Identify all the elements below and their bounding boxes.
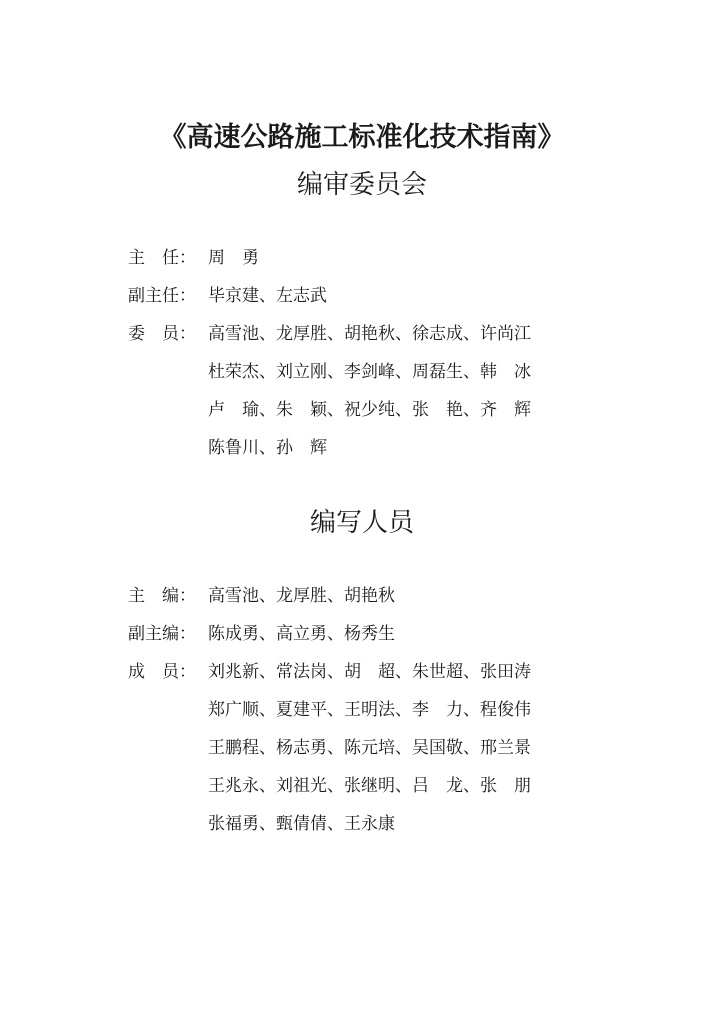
writer-members-row [128,697,588,735]
writer-members-label: 成 员： [128,662,196,682]
director-row [128,245,588,283]
director-name: 周 勇 [208,248,259,268]
chief-editor-row [128,583,588,621]
chief-editor-label: 主 编： [128,586,196,606]
members-row [128,321,588,359]
writer-members-row [128,735,588,773]
writer-members-row [128,773,588,811]
members-line: 陈鲁川、孙 辉 [208,438,327,458]
vice-chief-editor-row [128,621,588,659]
members-row [128,435,588,473]
writer-members-line: 郑广顺、夏建平、王明法、李 力、程俊伟 [208,700,531,720]
members-row [128,397,588,435]
members-line: 卢 瑜、朱 颖、祝少纯、张 艳、齐 辉 [208,400,531,420]
members-label: 委 员： [128,324,196,344]
committee-section [128,245,588,473]
document-title: 《高速公路施工标准化技术指南》 [159,122,565,153]
writer-members-line: 张福勇、甄倩倩、王永康 [208,814,395,834]
members-row [128,359,588,397]
writer-members-line: 王兆永、刘祖光、张继明、吕 龙、张 朋 [208,776,531,796]
writer-members-row [128,811,588,849]
writers-heading: 编写人员 [309,508,414,538]
committee-heading: 编审委员会 [296,170,427,200]
writer-members-line: 刘兆新、常法岗、胡 超、朱世超、张田涛 [208,662,531,682]
writers-section [128,583,588,849]
writer-members-line: 王鹏程、杨志勇、陈元培、吴国敬、邢兰景 [208,738,531,758]
vice-chief-editor-label: 副主编： [128,624,196,644]
members-line: 杜荣杰、刘立刚、李剑峰、周磊生、韩 冰 [208,362,531,382]
chief-editor-names: 高雪池、龙厚胜、胡艳秋 [208,586,395,606]
vice-director-names: 毕京建、左志武 [208,286,327,306]
vice-director-row [128,283,588,321]
writer-members-row [128,659,588,697]
vice-chief-editor-names: 陈成勇、高立勇、杨秀生 [208,624,395,644]
director-label: 主 任： [128,248,196,268]
members-line: 高雪池、龙厚胜、胡艳秋、徐志成、许尚江 [208,324,531,344]
vice-director-label: 副主任： [128,286,196,306]
